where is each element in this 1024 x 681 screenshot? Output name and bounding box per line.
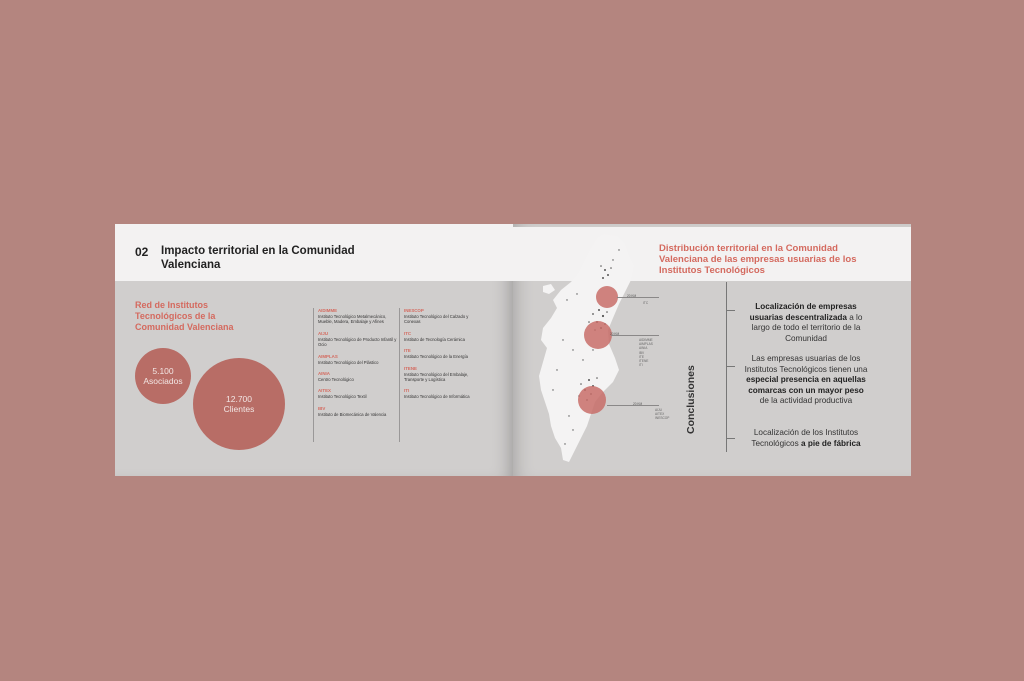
clients-value: 12.700 [226,394,252,404]
region-shape [539,234,637,462]
section-title: Impacto territorial en la Comunidad Valenciana [161,245,355,271]
institute-acronym: AITEX [318,388,331,394]
institute-name: Instituto Tecnológico Textil [318,394,367,400]
cluster-circle-north [596,286,618,308]
associates-label: Asociados [143,376,183,386]
institute-acronym: INESCOP [404,308,424,313]
leader-line [617,297,659,298]
institute-acronym: ITC [404,330,412,336]
institute-entry [318,331,400,348]
bracket-tick [726,366,735,367]
map-institutes-label: ITC [643,301,649,305]
conclusions-bracket [726,282,736,452]
conclusion-point [743,354,869,407]
institute-entry [404,366,486,383]
conclusion-emphasis: a pie de fábrica [800,438,861,448]
institute-name: Instituto Tecnológico del Calzado y Conexas [404,314,469,325]
map-institute-item: ITENE [639,359,649,364]
institutes-column-1 [318,308,400,423]
institute-acronym: ITENE [404,365,417,371]
map-institute-item: IBV [639,350,645,355]
conclusions-label: Conclusiones [685,365,697,434]
institute-acronym: AIMPLAS [318,353,338,359]
institute-entry [318,308,400,325]
section-number: 02 [135,245,149,259]
bracket-tick [726,310,735,311]
institute-entry [318,406,400,417]
conclusion-emphasis: especial presencia en aquellas comarcas con un mayor peso [746,375,866,395]
bracket-tick [726,438,735,439]
map-institute-item: AITEX [655,412,665,417]
institute-name: Instituto Tecnológico de la Energía [404,354,468,360]
right-page [513,224,911,476]
distance-label: 20 KM [633,402,643,406]
brochure-spread [115,224,911,476]
conclusion-text: Las empresas usuarias de los Institutos Tecnológicos tienen una [744,354,868,374]
associates-value: 5.100 [152,366,174,376]
clients-stat-circle [193,358,285,450]
map-title: Distribución territorial en la Comunidad Valenciana de las empresas usuarias de los Institutos Tecnológicos [659,243,857,276]
institute-name: Instituto de Biomecánica de Valencia [318,411,387,417]
institute-name: Instituto Tecnológico de Producto Infantil y Ocio [318,336,397,348]
map-institute-item: ITE [639,354,644,359]
map-institute-item: INESCOP [655,416,670,421]
conclusion-point [743,302,869,344]
institute-acronym: IBV [318,405,326,411]
conclusion-emphasis: Localización de empresas usuarias descentralizada [749,302,857,322]
institute-acronym: ITE [404,348,411,354]
institute-acronym: AIJU [318,330,329,336]
distance-label: 20 KM [610,332,620,336]
conclusion-point [743,428,869,449]
institute-entry [404,331,486,342]
distance-label: 20 KM [627,294,637,298]
map-institute-item: ITI [639,363,643,368]
associates-stat-circle [135,348,191,404]
conclusion-text: a lo largo de todo el territorio de la Comunidad [751,312,863,343]
conclusion-text: de la actividad productiva [759,396,853,405]
institute-entry [318,371,400,382]
institute-acronym: AINIA [318,371,330,377]
header-band [115,224,513,281]
institute-entry [404,308,486,325]
cluster-circle-center [584,321,612,349]
cluster-circle-south [578,386,606,414]
institute-name: Instituto Tecnológico del Plástico [318,359,379,365]
institute-entry [318,388,400,399]
institute-name: Instituto Tecnológico Metalmecánico, Mueble, Madera, Embalaje y Afines [318,314,387,325]
map-institute-item: AIDIMME [639,338,653,342]
map-institute-item: AIMPLAS [639,342,653,347]
enclave-shape [543,284,555,294]
left-page [115,224,513,476]
institutes-column-2 [404,308,486,406]
institute-entry [404,388,486,399]
map-institute-item: AIJU [655,408,662,412]
institute-entry [318,354,400,365]
institute-name: Instituto de Tecnología Cerámica [404,336,465,342]
institute-acronym: ITI [404,388,410,394]
map-institute-item: AINIA [639,346,648,351]
institute-acronym: AIDIMME [318,308,338,313]
column-divider [313,308,314,442]
institute-name: Centro Tecnológico [318,377,354,383]
institute-name: Instituto Tecnológico del Embalaje, Transporte y Logística [404,371,469,383]
map-institutes-list [655,408,685,421]
institute-name: Instituto Tecnológico de Informática [404,394,470,400]
clients-label: Clientes [223,404,255,414]
map-institutes-list [639,338,669,367]
network-heading: Red de Institutos Tecnológicos de la Comunidad Valenciana [135,300,234,332]
conclusion-text: Localización de los Institutos Tecnológicos [751,428,859,448]
institute-entry [404,348,486,359]
